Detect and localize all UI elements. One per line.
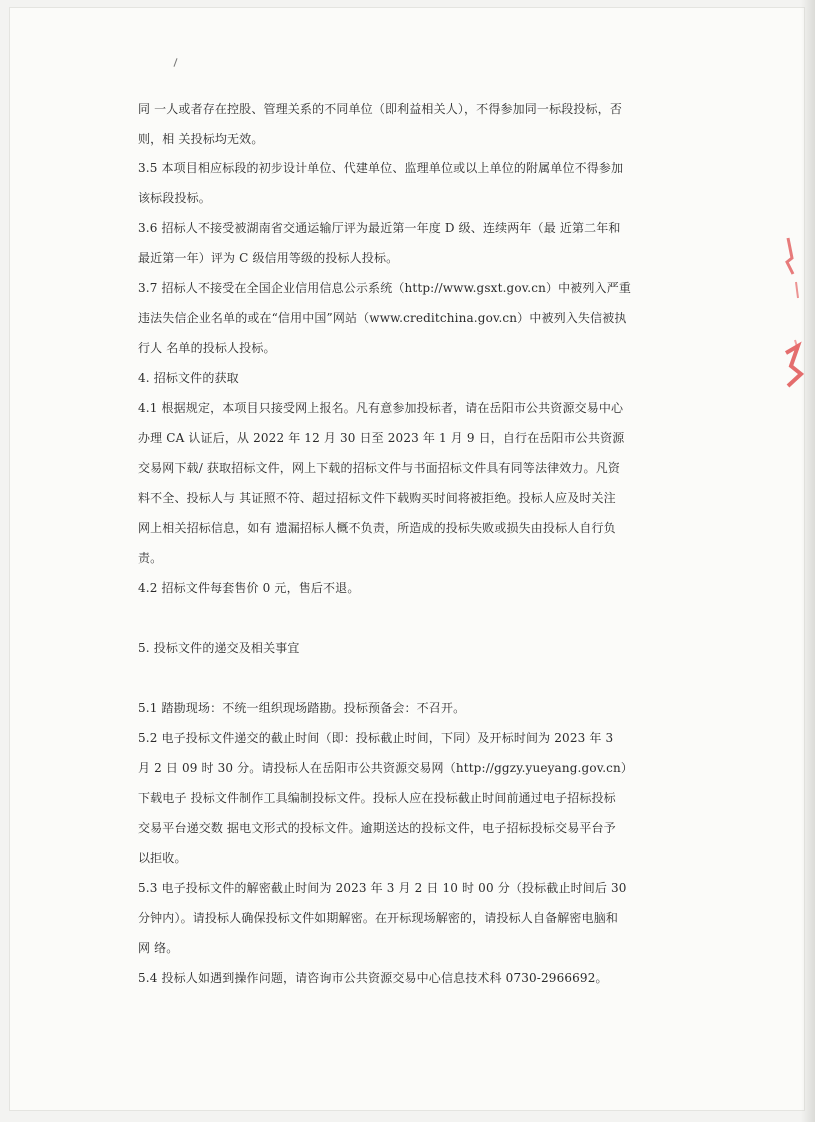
text-line-27: 网 络。 — [138, 941, 179, 955]
page-edge-shadow — [801, 0, 815, 1122]
text-line-25: 5.3 电子投标文件的解密截止时间为 2023 年 3 月 2 日 10 时 00 分（投标截止时间后 30 — [138, 881, 627, 895]
text-line-9: 行人 名单的投标人投标。 — [138, 341, 276, 355]
text-line-11: 4.1 根据规定，本项目只接受网上报名。凡有意参加投标者，请在岳阳市公共资源交易中心 — [138, 401, 624, 415]
text-line-8: 违法失信企业名单的或在“信用中国”网站（www.creditchina.gov.cn）中被列入失信被执 — [138, 311, 627, 325]
text-line-14: 料不全、投标人与 其证照不符、超过招标文件下载购买时间将被拒绝。投标人应及时关注 — [138, 491, 616, 505]
text-line-6: 最近第一年）评为 C 级信用等级的投标人投标。 — [138, 251, 399, 265]
text-line-7: 3.7 招标人不接受在全国企业信用信息公示系统（http://www.gsxt.gov.cn）中被列入严重 — [138, 281, 632, 295]
text-line-21: 月 2 日 09 时 30 分。请投标人在岳阳市公共资源交易网（http://ggzy.yueyang.gov.cn） — [138, 761, 634, 775]
text-line-15: 网上相关招标信息，如有 遗漏招标人概不负责，所造成的投标失败或损失由投标人自行负 — [138, 521, 616, 535]
text-line-4: 该标段投标。 — [138, 191, 211, 205]
section-heading-4: 4. 招标文件的获取 — [138, 371, 239, 385]
section-heading-5: 5. 投标文件的递交及相关事宜 — [138, 641, 300, 655]
text-line-26: 分钟内）。请投标人确保投标文件如期解密。在开标现场解密的，请投标人自备解密电脑和 — [138, 911, 619, 925]
text-line-2: 则，相 关投标均无效。 — [138, 132, 264, 146]
text-line-28: 5.4 投标人如遇到操作问题，请咨询市公共资源交易中心信息技术科 0730-2966692。 — [138, 971, 608, 985]
text-line-17: 4.2 招标文件每套售价 0 元，售后不退。 — [138, 581, 360, 595]
text-line-5: 3.6 招标人不接受被湖南省交通运输厅评为最近第一年度 D 级、连续两年（最 近第二年和 — [138, 221, 621, 235]
red-stamp-fragment — [778, 228, 804, 408]
text-line-12: 办理 CA 认证后，从 2022 年 12 月 30 日至 2023 年 1 月 9 日，自行在岳阳市公共资源 — [138, 431, 625, 445]
text-line-16: 责。 — [138, 551, 163, 565]
text-line-13: 交易网下载/ 获取招标文件，网上下载的招标文件与书面招标文件具有同等法律效力。凡资 — [138, 461, 621, 475]
text-line-23: 交易平台递交数 据电文形式的投标文件。逾期送达的投标文件，电子招标投标交易平台予 — [138, 821, 616, 835]
text-line-3: 3.5 本项目相应标段的初步设计单位、代建单位、监理单位或以上单位的附属单位不得参加 — [138, 161, 624, 175]
text-line-22: 下载电子 投标文件制作工具编制投标文件。投标人应在投标截止时间前通过电子招标投标 — [138, 791, 616, 805]
text-line-1: 同 一人或者存在控股、管理关系的不同单位（即利益相关人），不得参加同一标段投标，否 — [138, 102, 622, 116]
text-line-19: 5.1 踏勘现场：不统一组织现场踏勘。投标预备会：不召开。 — [138, 701, 466, 715]
text-line-20: 5.2 电子投标文件递交的截止时间（即：投标截止时间，下同）及开标时间为 2023 年 3 — [138, 731, 614, 745]
text-line-24: 以拒收。 — [138, 851, 187, 865]
